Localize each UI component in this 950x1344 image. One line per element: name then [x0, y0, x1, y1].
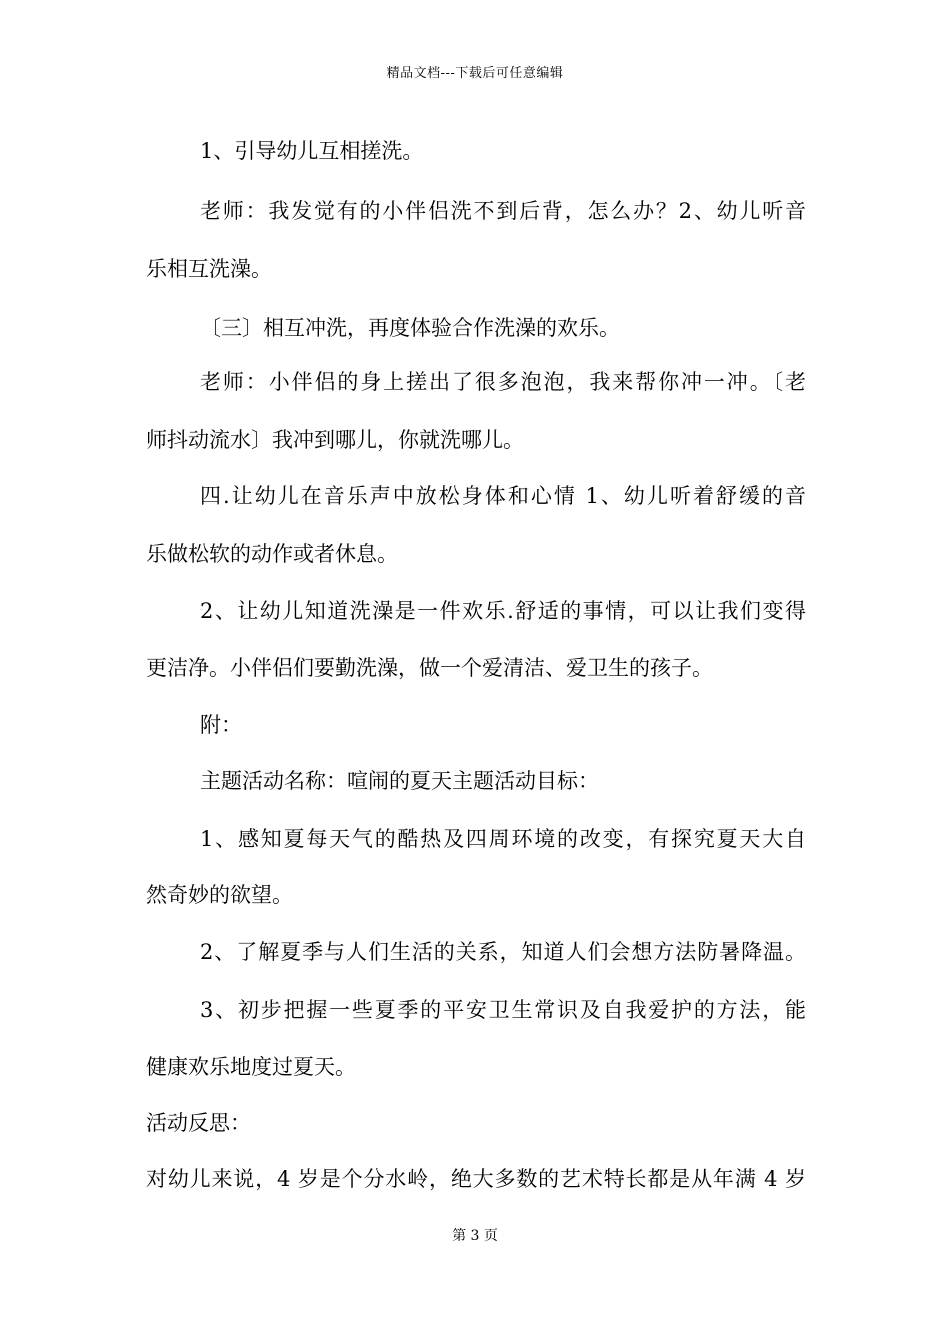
paragraph-line: 老师：我发觉有的小伴侣洗不到后背，怎么办？2、幼儿听音: [200, 199, 806, 223]
paragraph-line: 老师：小伴侣的身上搓出了很多泡泡，我来帮你冲一冲。〔老: [200, 370, 806, 394]
paragraph-line: 对幼儿来说，4 岁是个分水岭，绝大多数的艺术特长都是从年满 4 岁: [146, 1167, 806, 1191]
paragraph-line: 乐相互洗澡。: [146, 257, 272, 281]
paragraph-line: 更洁净。小伴侣们要勤洗澡，做一个爱清洁、爱卫生的孩子。: [146, 656, 713, 680]
paragraph-line: 2、了解夏季与人们生活的关系，知道人们会想方法防暑降温。: [200, 940, 806, 964]
paragraph-line: 〔三〕相互冲洗，再度体验合作洗澡的欢乐。: [200, 316, 620, 340]
paragraph-line: 主题活动名称：喧闹的夏天主题活动目标：: [200, 769, 599, 793]
paragraph-line: 健康欢乐地度过夏天。: [146, 1055, 356, 1079]
paragraph-line: 师抖动流水〕我冲到哪儿，你就洗哪儿。: [146, 428, 524, 452]
paragraph-line: 3、初步把握一些夏季的平安卫生常识及自我爱护的方法，能: [200, 998, 806, 1022]
page-number: 第 3 页: [452, 1228, 498, 1244]
paragraph-line: 2、让幼儿知道洗澡是一件欢乐.舒适的事情，可以让我们变得: [200, 599, 806, 623]
paragraph-line: 附：: [200, 713, 242, 737]
page-header: 精品文档---下载后可任意编辑: [386, 66, 564, 81]
paragraph-line: 1、引导幼儿互相搓洗。: [200, 139, 424, 163]
paragraph-line: 然奇妙的欲望。: [146, 883, 293, 907]
paragraph-line: 乐做松软的动作或者休息。: [146, 542, 398, 566]
section-heading: 活动反思：: [146, 1111, 251, 1135]
paragraph-line: 1、感知夏每天气的酷热及四周环境的改变，有探究夏天大自: [200, 827, 806, 851]
paragraph-line: 四.让幼儿在音乐声中放松身体和心情 1、幼儿听着舒缓的音: [200, 484, 806, 508]
